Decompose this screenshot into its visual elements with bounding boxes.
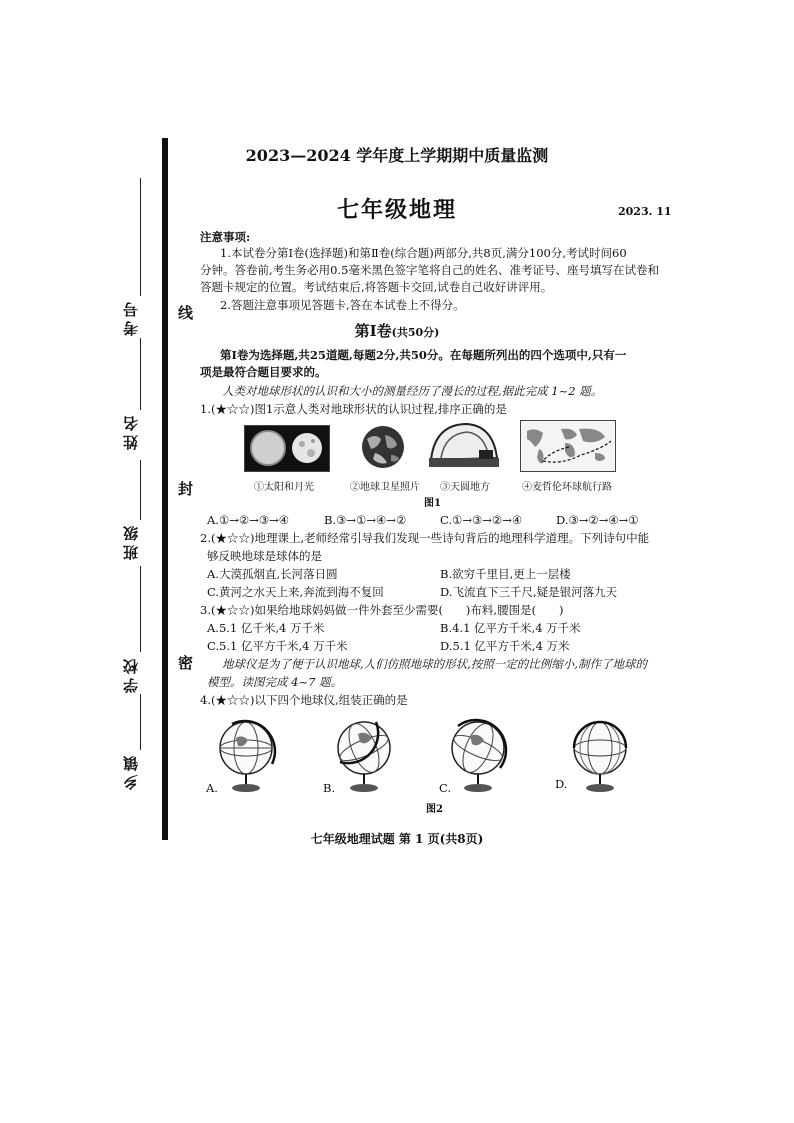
q4-label-d: D. [555,777,568,791]
section-1-intro-line-2: 项是最符合题目要求的。 [200,365,327,379]
q1-option-b: B.③→①→④→② [324,513,407,527]
exam-title: 2023—2024 学年度上学期期中质量监测 [245,146,549,165]
field-line-township [140,694,141,750]
q2-option-b: B.欲穷千里目,更上一层楼 [440,567,571,581]
q4-figure-label: 图2 [426,804,443,815]
q1-image-sun-moon [244,425,330,472]
passage-2-line-1: 地球仪是为了便于认识地球,人们仿照地球的形状,按照一定的比例缩小,制作了地球的 [222,657,647,671]
section-1-title: 第Ⅰ卷 [354,322,392,340]
q1-option-d: D.③→②→④→① [556,513,639,527]
section-1-heading [0,320,794,341]
q4-globe-b [330,712,398,796]
q3-stem: 3.(★☆☆)如果给地球妈妈做一件外套至少需要( )布料,腰围是( ) [200,603,564,617]
q4-label-a: A. [206,781,218,795]
q3-option-b: B.4.1 亿平方千米,4 万千米 [440,621,581,635]
q4-globe-a [212,712,280,796]
field-line-class [140,460,141,520]
field-line-school [140,566,141,652]
q2-stem-line-1: 2.(★☆☆)地理课上,老师经常引导我们发现一些诗句背后的地理科学道理。下列诗句中能 [200,531,650,545]
field-line-name [140,338,141,410]
q1-image-magellan-route [520,420,616,472]
exam-date: 2023. 11 [618,205,672,218]
q3-option-c: C.5.1 亿平方千米,4 万千米 [207,639,348,653]
q2-option-c: C.黄河之水天上来,奔流到海不复回 [207,585,384,599]
q2-option-a: A.大漠孤烟直,长河落日圆 [207,567,338,581]
section-1-subtitle: (共50分) [391,326,440,339]
q4-globe-c [444,712,512,796]
q1-caption-3: ③天圆地方 [440,482,490,493]
note-1-line-3: 答题卡规定的位置。考试结束后,将答题卡交回,试卷自己收好讲评用。 [200,280,553,294]
seal-word-seal: 封 [178,480,194,498]
section-1-intro-line-1: 第Ⅰ卷为选择题,共25道题,每题2分,共50分。在每题所列出的四个选项中,只有一 [220,348,627,362]
paper-title: 七年级地理 [336,197,457,223]
field-label-name: 姓名 [122,412,140,450]
notes-title: 注意事项: [200,230,251,244]
page-footer: 七年级地理试题 第 1 页(共8页) [310,832,484,846]
q3-option-a: A.5.1 亿千米,4 万千米 [207,621,325,635]
seal-word-line: 线 [178,304,194,322]
q1-caption-1: ①太阳和月光 [254,482,314,493]
q1-image-round-sky-square-earth [427,420,501,470]
field-label-class: 班级 [122,522,140,560]
seal-word-secret: 密 [178,654,194,672]
note-1-line-2: 分钟。答卷前,考生务必用0.5毫米黑色签字笔将自己的姓名、准考证号、座号填写在试卷和 [200,263,659,277]
q1-figure-label: 图1 [424,498,441,509]
q3-option-d: D.5.1 亿平方千米,4 万米 [440,639,570,653]
q4-globe-d [566,712,634,796]
q1-stem: 1.(★☆☆)图1示意人类对地球形状的认识过程,排序正确的是 [200,402,507,416]
q1-image-satellite-photo [357,425,409,470]
q1-caption-2: ②地球卫星照片 [350,482,420,493]
binding-margin-bar [162,138,168,840]
field-label-township: 乡镇 [122,752,140,790]
field-label-exam-number: 考号 [122,298,140,336]
q4-label-c: C. [439,781,452,795]
q2-stem-line-2: 够反映地球是球体的是 [207,549,322,563]
q1-option-a: A.①→②→③→④ [207,513,290,527]
q1-option-c: C.①→③→②→④ [440,513,523,527]
note-2: 2.答题注意事项见答题卡,答在本试卷上不得分。 [220,298,465,312]
passage-2-line-2: 模型。读图完成 4~7 题。 [207,675,343,689]
field-label-school: 学校 [122,655,140,693]
q4-stem: 4.(★☆☆)以下四个地球仪,组装正确的是 [200,693,408,707]
q2-option-d: D.飞流直下三千尺,疑是银河落九天 [440,585,618,599]
passage-1: 人类对地球形状的认识和大小的测量经历了漫长的过程,据此完成 1~2 题。 [222,384,603,398]
note-1-line-1: 1.本试卷分第Ⅰ卷(选择题)和第Ⅱ卷(综合题)两部分,共8页,满分100分,考试时间60 [220,246,627,260]
q4-label-b: B. [323,781,336,795]
q1-caption-4: ④麦哲伦环球航行路 [522,482,612,493]
